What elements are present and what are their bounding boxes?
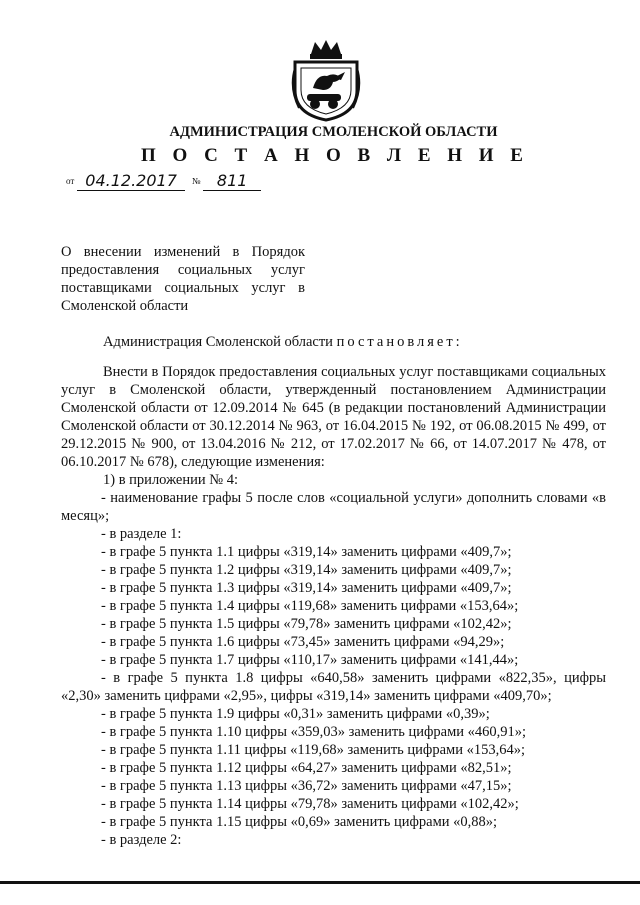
intro-paragraph: Внести в Порядок предоставления социальных услуг поставщиками социальных услуг в Смоленской области, утвержденный постановлением Администрации Смоленской области от 12.09.2014 № 645 (в редакции постановлений Администрации Смоленской области от 30.12.2014 № 963, от 16.04.2015 № 192, от 06.08.2015 № 499, от 29.12.2015 № 900, от 13.04.2016 № 212, от 17.02.2017 № 66, от 14.07.2017 № 478, от 06.10.2017 № 678), следующие изменения: [61, 364, 606, 470]
scan-edge-rule [0, 881, 640, 884]
handwritten-number: 811 [203, 172, 261, 191]
appendix-heading: 1) в приложении № 4: [103, 472, 238, 488]
subject-line: О внесении изменений в Порядок [61, 244, 305, 260]
list-item: - в графе 5 пункта 1.8 цифры «640,58» заменить цифрами «822,35», цифры «2,30» заменить цифрами «2,95», цифры «319,14» заменить цифрами «409,70»; [61, 670, 606, 704]
subject-line: поставщиками социальных услуг в [61, 280, 305, 296]
preamble-text: Администрация Смоленской области [103, 334, 337, 350]
document-body [61, 363, 606, 849]
list-item: - в графе 5 пункта 1.14 цифры «79,78» заменить цифрами «102,42»; [101, 796, 519, 812]
date-prefix: от [66, 176, 75, 186]
document-subject [61, 243, 305, 315]
subject-line: предоставления социальных услуг [61, 262, 305, 278]
section-heading: - в разделе 2: [101, 832, 182, 848]
section-heading: - в разделе 1: [101, 526, 182, 542]
organization-title: АДМИНИСТРАЦИЯ СМОЛЕНСКОЙ ОБЛАСТИ [169, 124, 498, 140]
preamble-decree-word: постановляет: [336, 334, 463, 350]
list-item: - в графе 5 пункта 1.10 цифры «359,03» заменить цифрами «460,91»; [101, 724, 527, 740]
list-item: - в графе 5 пункта 1.15 цифры «0,69» заменить цифрами «0,88»; [101, 814, 498, 830]
list-item: - в графе 5 пункта 1.12 цифры «64,27» заменить цифрами «82,51»; [101, 760, 512, 776]
naming-paragraph: - наименование графы 5 после слов «социальной услуги» дополнить словами «в месяц»; [61, 490, 606, 524]
preamble [103, 334, 463, 351]
list-item: - в графе 5 пункта 1.4 цифры «119,68» заменить цифрами «153,64»; [101, 598, 519, 614]
coat-of-arms-emblem [289, 38, 363, 122]
document-type-title: П О С Т А Н О В Л Е Н И Е [141, 145, 529, 166]
list-item: - в графе 5 пункта 1.5 цифры «79,78» заменить цифрами «102,42»; [101, 616, 512, 632]
handwritten-date: 04.12.2017 [77, 172, 185, 191]
list-item: - в графе 5 пункта 1.13 цифры «36,72» заменить цифрами «47,15»; [101, 778, 512, 794]
list-item: - в графе 5 пункта 1.2 цифры «319,14» заменить цифрами «409,7»; [101, 562, 512, 578]
list-item: - в графе 5 пункта 1.9 цифры «0,31» заменить цифрами «0,39»; [101, 706, 490, 722]
list-item: - в графе 5 пункта 1.11 цифры «119,68» заменить цифрами «153,64»; [101, 742, 525, 758]
list-item: - в графе 5 пункта 1.1 цифры «319,14» заменить цифрами «409,7»; [101, 544, 512, 560]
list-item: - в графе 5 пункта 1.3 цифры «319,14» заменить цифрами «409,7»; [101, 580, 512, 596]
subject-line: Смоленской области [61, 298, 189, 314]
list-item: - в графе 5 пункта 1.6 цифры «73,45» заменить цифрами «94,29»; [101, 634, 505, 650]
date-number-line [66, 172, 261, 191]
number-prefix: № [191, 176, 201, 186]
list-item: - в графе 5 пункта 1.7 цифры «110,17» заменить цифрами «141,44»; [101, 652, 519, 668]
